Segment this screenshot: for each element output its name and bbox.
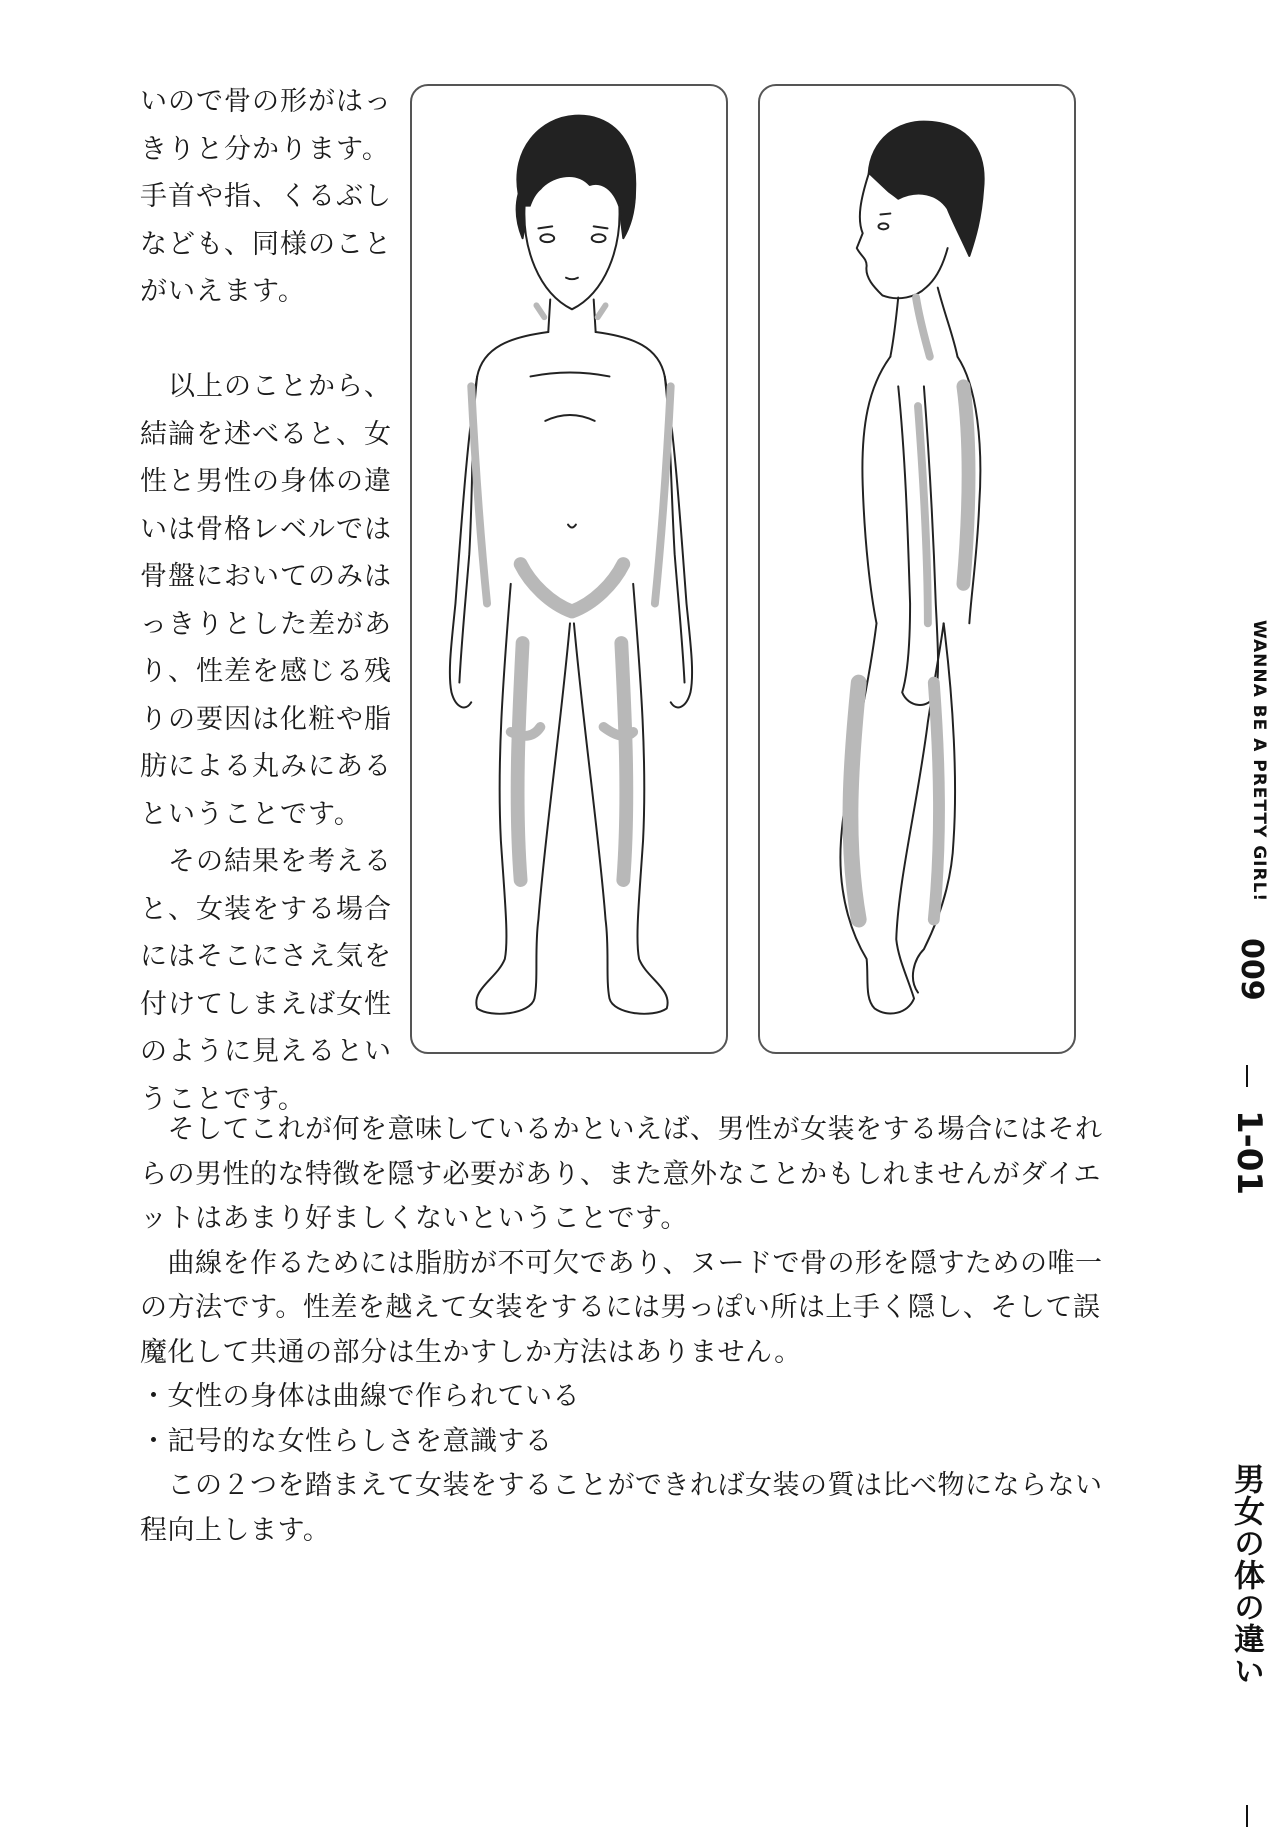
header-divider: [1246, 1805, 1248, 1827]
text-line: うことです。: [140, 1083, 306, 1115]
series-title: WANNA BE A PRETTY GIRL!: [1249, 620, 1269, 903]
text-line: っきりとした差があ: [140, 608, 392, 640]
front-view-figure-panel: [410, 84, 728, 1054]
text-line: 骨盤においてのみは: [140, 561, 392, 592]
text-line: 手首や指、くるぶし: [140, 181, 392, 212]
text-line: りの要因は化粧や脂: [140, 703, 392, 735]
text-line: にはそこにさえ気を: [140, 941, 392, 972]
front-view-figure-illustration: [412, 86, 726, 1052]
text-line: なども、同様のこと: [140, 228, 392, 260]
text-line: ットはあまり好ましくないということです。: [140, 1203, 688, 1234]
text-line: その結果を考える: [140, 846, 392, 877]
main-body-text: [140, 1108, 1103, 1553]
text-line: らの男性的な特徴を隠す必要があり、また意外なことかもしれませんがダイエ: [140, 1158, 1101, 1190]
side-view-figure-panel: [758, 84, 1076, 1054]
text-line: ということです。: [140, 798, 362, 830]
text-line: この２つを踏まえて女装をすることができれば女装の質は比べ物にならない: [140, 1470, 1103, 1501]
bullet-item: ・記号的な女性らしさを意識する: [140, 1425, 553, 1457]
bullet-item: ・女性の身体は曲線で作られている: [140, 1381, 580, 1412]
section-title: 男女の体の違い: [1228, 1463, 1264, 1687]
text-line: がいえます。: [140, 276, 306, 307]
text-line: 結論を述べると、女: [140, 418, 392, 450]
text-line: きりと分かります。: [140, 133, 390, 165]
page-number: 009: [1234, 938, 1269, 1001]
text-line: いは骨格レベルでは: [140, 513, 392, 545]
text-line: と、女装をする場合: [140, 893, 392, 925]
text-line: 以上のことから、: [140, 371, 392, 402]
header-divider: [1246, 1065, 1248, 1087]
text-line: り、性差を感じる残: [140, 656, 392, 687]
text-line: 性と男性の身体の違: [140, 466, 392, 497]
text-line: 付けてしまえば女性: [140, 988, 392, 1020]
text-line: のように見えるとい: [140, 1036, 392, 1067]
text-line: そしてこれが何を意味しているかといえば、男性が女装をする場合にはそれ: [140, 1114, 1103, 1145]
text-line: 魔化して共通の部分は生かすしか方法はありません。: [140, 1336, 802, 1368]
left-column-text: [140, 78, 400, 1123]
paragraph-gap: [140, 316, 400, 364]
text-line: いので骨の形がはっ: [140, 86, 392, 117]
side-running-header: [1225, 620, 1269, 1820]
text-line: 曲線を作るためには脂肪が不可欠であり、ヌードで骨の形を隠すための唯一: [140, 1247, 1103, 1279]
text-line: 程向上します。: [140, 1514, 331, 1546]
section-number: 1-01: [1229, 1110, 1269, 1196]
text-line: 肪による丸みにある: [140, 751, 392, 782]
text-line: の方法です。性差を越えて女装をするには男っぽい所は上手く隠し、そして誤: [140, 1292, 1101, 1323]
side-view-figure-illustration: [760, 86, 1074, 1052]
